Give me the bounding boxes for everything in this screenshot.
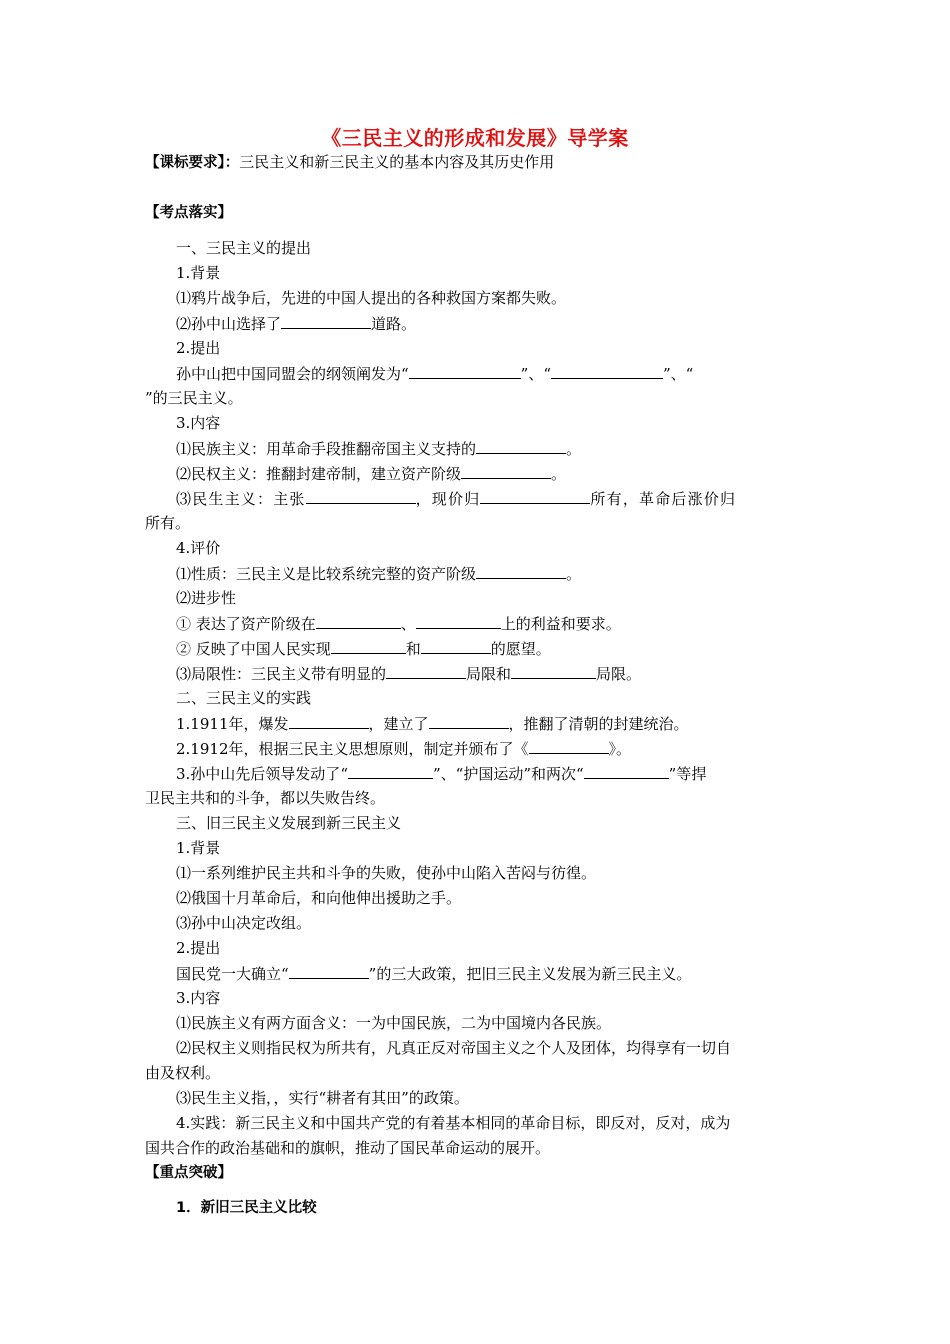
fill-blank[interactable] — [421, 638, 491, 654]
sec3-nr2: ⑵民权主义则指民权为所共有，凡真正反对帝国主义之个人及团体，均得享有一切自 — [176, 1039, 732, 1057]
fill-blank[interactable] — [289, 713, 369, 729]
sec1-pj2b: ② 反映了中国人民实现 和 的愿望。 — [176, 640, 551, 658]
fill-blank[interactable] — [476, 438, 566, 454]
sec2-heading: 二、三民主义的实践 — [176, 689, 312, 707]
sec1-bg1: ⑴鸦片战争后，先进的中国人提出的各种救国方案都失败。 — [176, 289, 567, 307]
page-title: 《三民主义的形成和发展》导学案 — [321, 126, 629, 150]
sec1-bg-title: 1.背景 — [176, 264, 221, 282]
fill-blank[interactable] — [409, 363, 521, 379]
sec1-pj-title: 4.评价 — [176, 539, 221, 557]
section-heading-zhongdian: 【重点突破】 — [145, 1165, 232, 1181]
sec3-bg-title: 1.背景 — [176, 839, 221, 857]
sec3-heading: 三、旧三民主义发展到新三民主义 — [176, 814, 402, 832]
compare-heading: 1．新旧三民主义比较 — [176, 1200, 317, 1216]
sec3-sj: 4.实践：新三民主义和中国共产党的有着基本相同的革命目标，即反对，反对，成为 — [176, 1114, 731, 1132]
sec3-nr1: ⑴民族主义有两方面含义：一为中国民族，二为中国境内各民族。 — [176, 1014, 612, 1032]
sec1-pj1: ⑴性质：三民主义是比较系统完整的资产阶级 。 — [176, 565, 582, 583]
sec1-tc-cont: ”的三民主义。 — [145, 389, 243, 407]
fill-blank[interactable] — [331, 638, 406, 654]
sec3-tc-title: 2.提出 — [176, 939, 221, 957]
curriculum-text: 三民主义和新三民主义的基本内容及其历史作用 — [239, 153, 555, 171]
fill-blank[interactable] — [480, 488, 590, 504]
sec1-nr2: ⑵民权主义：推翻封建帝制，建立资产阶级 。 — [176, 465, 567, 483]
fill-blank[interactable] — [306, 488, 416, 504]
fill-blank[interactable] — [529, 738, 609, 754]
sec1-tc: 孙中山把中国同盟会的纲领阐发为“ ”、“ ”、“ — [176, 365, 694, 383]
fill-blank[interactable] — [348, 763, 433, 779]
fill-blank[interactable] — [386, 663, 466, 679]
sec1-pj2a: ① 表达了资产阶级在 、 上的利益和要求。 — [176, 615, 621, 633]
sec1-nr3-cont: 所有。 — [145, 514, 191, 532]
section-heading-kaodian: 【考点落实】 — [145, 205, 232, 221]
sec3-nr2-cont: 由及权利。 — [145, 1064, 221, 1082]
fill-blank[interactable] — [416, 613, 501, 629]
sec2-l3: 3.孙中山先后领导发动了“ ”、“护国运动”和两次“ ”等捍 — [176, 765, 707, 783]
fill-blank[interactable] — [511, 663, 596, 679]
curriculum-label: 【课标要求】 — [145, 155, 225, 171]
fill-blank[interactable] — [281, 313, 371, 329]
sec1-pj3: ⑶局限性：三民主义带有明显的 局限和 局限。 — [176, 665, 642, 683]
sec2-l1: 1.1911年，爆发 ，建立了 ，推翻了清朝的封建统治。 — [176, 715, 689, 733]
sec3-nr3: ⑶民生主义指，，实行“耕者有其田”的政策。 — [176, 1089, 469, 1107]
sec1-tc-title: 2.提出 — [176, 339, 221, 357]
fill-blank[interactable] — [429, 713, 509, 729]
fill-blank[interactable] — [476, 563, 566, 579]
sec2-l2: 2.1912年，根据三民主义思想原则，制定并颁布了《 》。 — [176, 740, 632, 758]
sec1-pj2: ⑵进步性 — [176, 589, 237, 607]
fill-blank[interactable] — [316, 613, 401, 629]
fill-blank[interactable] — [551, 363, 663, 379]
sec2-l3-cont: 卫民主共和的斗争，都以失败告终。 — [145, 789, 386, 807]
fill-blank[interactable] — [461, 463, 551, 479]
sec1-heading: 一、三民主义的提出 — [176, 239, 312, 257]
fill-blank[interactable] — [289, 963, 369, 979]
sec3-bg2: ⑵俄国十月革命后，和向他伸出援助之手。 — [176, 889, 462, 907]
sec1-nr-title: 3.内容 — [176, 414, 221, 432]
sec1-bg2: ⑵孙中山选择了 道路。 — [176, 315, 417, 333]
fill-blank[interactable] — [584, 763, 669, 779]
sec3-nr-title: 3.内容 — [176, 989, 221, 1007]
sec1-nr1: ⑴民族主义：用革命手段推翻帝国主义支持的 。 — [176, 440, 582, 458]
curriculum-requirement: 【课标要求】：三民主义和新三民主义的基本内容及其历史作用 — [145, 153, 555, 171]
sec3-bg1: ⑴一系列维护民主共和斗争的失败，使孙中山陷入苦闷与彷徨。 — [176, 864, 597, 882]
sec3-bg3: ⑶孙中山决定改组。 — [176, 914, 312, 932]
sec3-sj-cont: 国共合作的政治基础和的旗帜，推动了国民革命运动的展开。 — [145, 1139, 551, 1157]
sec1-nr3: ⑶民生主义：主张 ，现价归 所有，革命后涨价归 — [176, 490, 737, 508]
sec3-tc: 国民党一大确立“ ”的三大政策，把旧三民主义发展为新三民主义。 — [176, 965, 692, 983]
